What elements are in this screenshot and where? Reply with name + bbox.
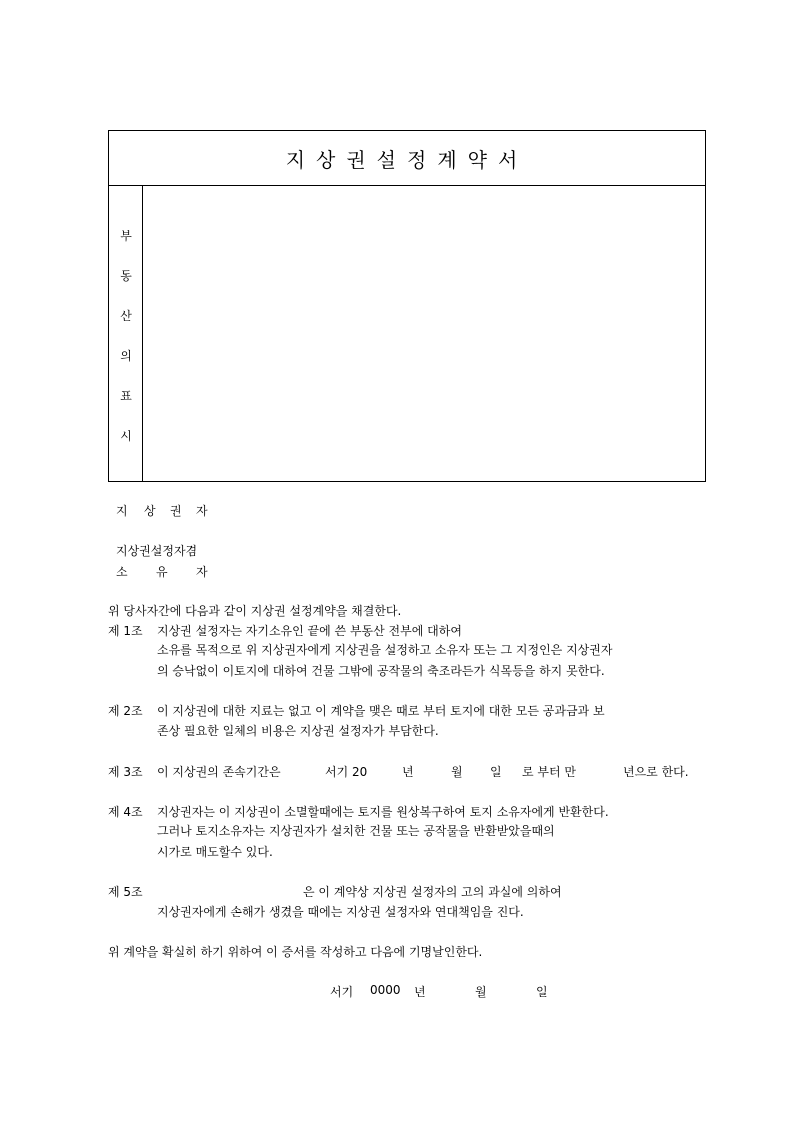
article3-years-end: 년으로 한다.	[623, 765, 689, 779]
article5-label: 제 5조	[108, 885, 143, 899]
closing-text: 위 계약을 확실히 하기 위하여 이 증서를 작성하고 다음에 기명날인한다.	[108, 945, 483, 959]
property-label-char: 표	[120, 389, 132, 403]
article1-label: 제 1조	[108, 624, 143, 638]
property-label-char: 산	[120, 309, 132, 323]
superficiary-char: 자	[196, 504, 208, 518]
superficiary-char: 상	[144, 504, 156, 518]
article3-day-unit: 일	[490, 765, 502, 779]
grantor-label: 지상권설정자겸	[116, 544, 198, 558]
date-year-unit: 년	[414, 985, 426, 999]
article3-label: 제 3조	[108, 765, 143, 779]
property-table	[108, 130, 706, 482]
owner-char: 유	[156, 565, 168, 579]
article4-line: 그러나 토지소유자는 지상권자가 설치한 건물 또는 공작물을 반환받았을때의	[157, 824, 555, 838]
intro-text: 위 당사자간에 다음과 같이 지상권 설정계약을 채결한다.	[108, 604, 402, 618]
article2-label: 제 2조	[108, 704, 143, 718]
article2-line: 존상 필요한 일체의 비용은 지상권 설정자가 부담한다.	[157, 724, 439, 738]
property-label-char: 시	[120, 429, 132, 443]
article3-month-unit: 월	[451, 765, 463, 779]
article1-line: 소유를 목적으로 위 지상권자에게 지상권을 설정하고 소유자 또는 그 지정인은 지상권자	[157, 643, 613, 657]
article5-line: 지상권자에게 손해가 생겼을 때에는 지상권 설정자와 연대책임을 진다.	[157, 905, 524, 919]
article3-text: 이 지상권의 존속기간은	[157, 765, 281, 779]
document-title: 지상권설정계약서	[285, 147, 529, 172]
property-label-char: 동	[120, 269, 132, 283]
property-description-area[interactable]	[143, 186, 705, 481]
date-day-unit: 일	[536, 985, 548, 999]
owner-char: 자	[196, 565, 208, 579]
superficiary-char: 권	[170, 504, 182, 518]
article1-line: 지상권 설정자는 자기소유인 끝에 쓴 부동산 전부에 대하여	[157, 624, 462, 638]
article4-line: 지상권자는 이 지상권이 소멸할때에는 토지를 원상복구하여 토지 소유자에게 반환한다.	[157, 805, 609, 819]
article3-year-prefix: 서기 20	[325, 765, 368, 779]
property-label-char: 의	[120, 349, 132, 363]
article3-from: 로 부터 만	[522, 765, 576, 779]
property-label-char: 부	[120, 229, 132, 243]
title-row	[109, 131, 705, 186]
date-prefix: 서기	[330, 985, 354, 999]
article3-year-unit: 년	[402, 765, 414, 779]
article4-label: 제 4조	[108, 805, 143, 819]
date-year[interactable]: 0000	[370, 983, 401, 997]
superficiary-char: 지	[116, 504, 128, 518]
date-month-unit: 월	[475, 985, 487, 999]
property-label-column	[109, 186, 143, 481]
article1-line: 의 승낙없이 이토지에 대하여 건물 그밖에 공작물의 축조라든가 식목등을 하지 못한다.	[157, 664, 605, 678]
article5-line: 은 이 계약상 지상권 설정자의 고의 과실에 의하여	[303, 885, 562, 899]
article4-line: 시가로 매도할수 있다.	[157, 845, 273, 859]
article2-line: 이 지상권에 대한 지료는 없고 이 계약을 맺은 때로 부터 토지에 대한 모든 공과금과 보	[157, 704, 605, 718]
owner-char: 소	[116, 565, 128, 579]
